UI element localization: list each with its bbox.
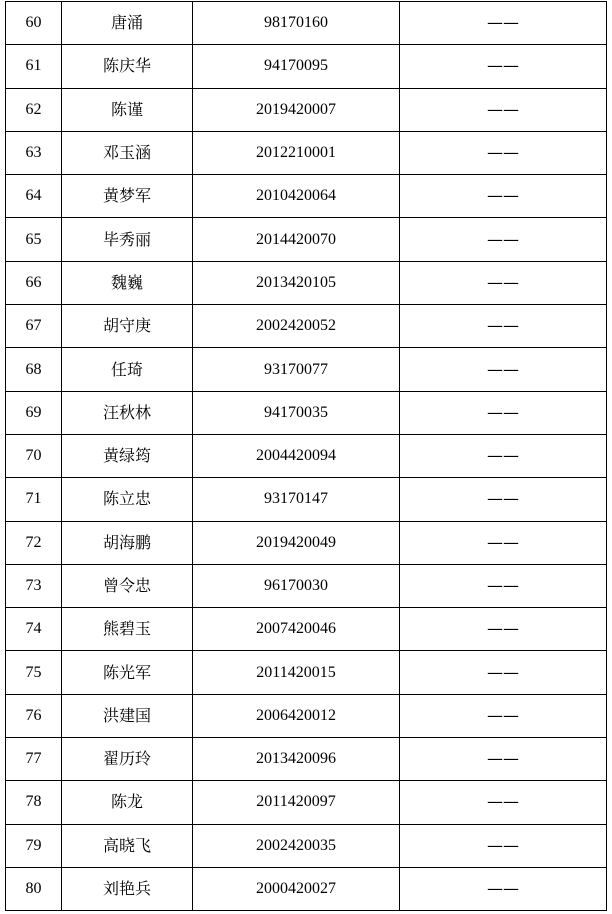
remark-cell: —— xyxy=(400,867,607,910)
name-cell: 黄梦军 xyxy=(62,175,193,218)
name-cell: 陈光军 xyxy=(62,651,193,694)
table-row xyxy=(6,218,607,261)
id-number-cell: 2010420064 xyxy=(193,175,400,218)
remark-cell: —— xyxy=(400,131,607,174)
remark-cell: —— xyxy=(400,2,607,45)
id-number-cell: 93170077 xyxy=(193,348,400,391)
table-row xyxy=(6,738,607,781)
table-row xyxy=(6,175,607,218)
row-number-cell: 71 xyxy=(6,478,62,521)
name-cell: 黄绿筠 xyxy=(62,434,193,477)
id-number-cell: 2011420015 xyxy=(193,651,400,694)
id-number-cell: 2012210001 xyxy=(193,131,400,174)
id-number-cell: 2019420049 xyxy=(193,521,400,564)
table-row xyxy=(6,434,607,477)
remark-cell: —— xyxy=(400,738,607,781)
id-number-cell: 94170095 xyxy=(193,45,400,88)
roster-table-body xyxy=(6,2,607,911)
name-cell: 毕秀丽 xyxy=(62,218,193,261)
row-number-cell: 80 xyxy=(6,867,62,910)
row-number-cell: 79 xyxy=(6,824,62,867)
remark-cell: —— xyxy=(400,348,607,391)
name-cell: 唐涌 xyxy=(62,2,193,45)
id-number-cell: 2002420035 xyxy=(193,824,400,867)
row-number-cell: 74 xyxy=(6,608,62,651)
table-row xyxy=(6,824,607,867)
name-cell: 曾令忠 xyxy=(62,564,193,607)
row-number-cell: 63 xyxy=(6,131,62,174)
id-number-cell: 96170030 xyxy=(193,564,400,607)
row-number-cell: 66 xyxy=(6,261,62,304)
row-number-cell: 69 xyxy=(6,391,62,434)
roster-table xyxy=(5,1,607,911)
row-number-cell: 73 xyxy=(6,564,62,607)
row-number-cell: 77 xyxy=(6,738,62,781)
row-number-cell: 61 xyxy=(6,45,62,88)
table-row xyxy=(6,564,607,607)
name-cell: 陈龙 xyxy=(62,781,193,824)
id-number-cell: 2013420105 xyxy=(193,261,400,304)
name-cell: 邓玉涵 xyxy=(62,131,193,174)
name-cell: 任琦 xyxy=(62,348,193,391)
table-row xyxy=(6,867,607,910)
name-cell: 熊碧玉 xyxy=(62,608,193,651)
name-cell: 胡守庚 xyxy=(62,305,193,348)
remark-cell: —— xyxy=(400,651,607,694)
row-number-cell: 62 xyxy=(6,88,62,131)
table-row xyxy=(6,348,607,391)
name-cell: 魏巍 xyxy=(62,261,193,304)
id-number-cell: 2004420094 xyxy=(193,434,400,477)
id-number-cell: 2019420007 xyxy=(193,88,400,131)
name-cell: 刘艳兵 xyxy=(62,867,193,910)
row-number-cell: 70 xyxy=(6,434,62,477)
row-number-cell: 60 xyxy=(6,2,62,45)
remark-cell: —— xyxy=(400,564,607,607)
row-number-cell: 68 xyxy=(6,348,62,391)
name-cell: 陈谨 xyxy=(62,88,193,131)
remark-cell: —— xyxy=(400,781,607,824)
row-number-cell: 67 xyxy=(6,305,62,348)
id-number-cell: 2000420027 xyxy=(193,867,400,910)
id-number-cell: 2006420012 xyxy=(193,694,400,737)
row-number-cell: 65 xyxy=(6,218,62,261)
name-cell: 高晓飞 xyxy=(62,824,193,867)
name-cell: 胡海鹏 xyxy=(62,521,193,564)
remark-cell: —— xyxy=(400,434,607,477)
remark-cell: —— xyxy=(400,694,607,737)
id-number-cell: 93170147 xyxy=(193,478,400,521)
table-row xyxy=(6,261,607,304)
table-row xyxy=(6,521,607,564)
id-number-cell: 2014420070 xyxy=(193,218,400,261)
row-number-cell: 76 xyxy=(6,694,62,737)
table-row xyxy=(6,651,607,694)
row-number-cell: 75 xyxy=(6,651,62,694)
remark-cell: —— xyxy=(400,478,607,521)
name-cell: 洪建国 xyxy=(62,694,193,737)
id-number-cell: 2007420046 xyxy=(193,608,400,651)
id-number-cell: 98170160 xyxy=(193,2,400,45)
table-row xyxy=(6,88,607,131)
remark-cell: —— xyxy=(400,45,607,88)
name-cell: 翟历玲 xyxy=(62,738,193,781)
id-number-cell: 94170035 xyxy=(193,391,400,434)
remark-cell: —— xyxy=(400,608,607,651)
row-number-cell: 64 xyxy=(6,175,62,218)
id-number-cell: 2011420097 xyxy=(193,781,400,824)
remark-cell: —— xyxy=(400,175,607,218)
remark-cell: —— xyxy=(400,824,607,867)
table-row xyxy=(6,694,607,737)
id-number-cell: 2002420052 xyxy=(193,305,400,348)
table-row xyxy=(6,391,607,434)
table-row xyxy=(6,2,607,45)
remark-cell: —— xyxy=(400,305,607,348)
table-row xyxy=(6,608,607,651)
row-number-cell: 72 xyxy=(6,521,62,564)
name-cell: 陈立忠 xyxy=(62,478,193,521)
table-row xyxy=(6,478,607,521)
remark-cell: —— xyxy=(400,391,607,434)
remark-cell: —— xyxy=(400,521,607,564)
table-row xyxy=(6,781,607,824)
table-row xyxy=(6,305,607,348)
name-cell: 陈庆华 xyxy=(62,45,193,88)
id-number-cell: 2013420096 xyxy=(193,738,400,781)
name-cell: 汪秋林 xyxy=(62,391,193,434)
remark-cell: —— xyxy=(400,218,607,261)
table-row xyxy=(6,131,607,174)
remark-cell: —— xyxy=(400,261,607,304)
row-number-cell: 78 xyxy=(6,781,62,824)
table-row xyxy=(6,45,607,88)
remark-cell: —— xyxy=(400,88,607,131)
